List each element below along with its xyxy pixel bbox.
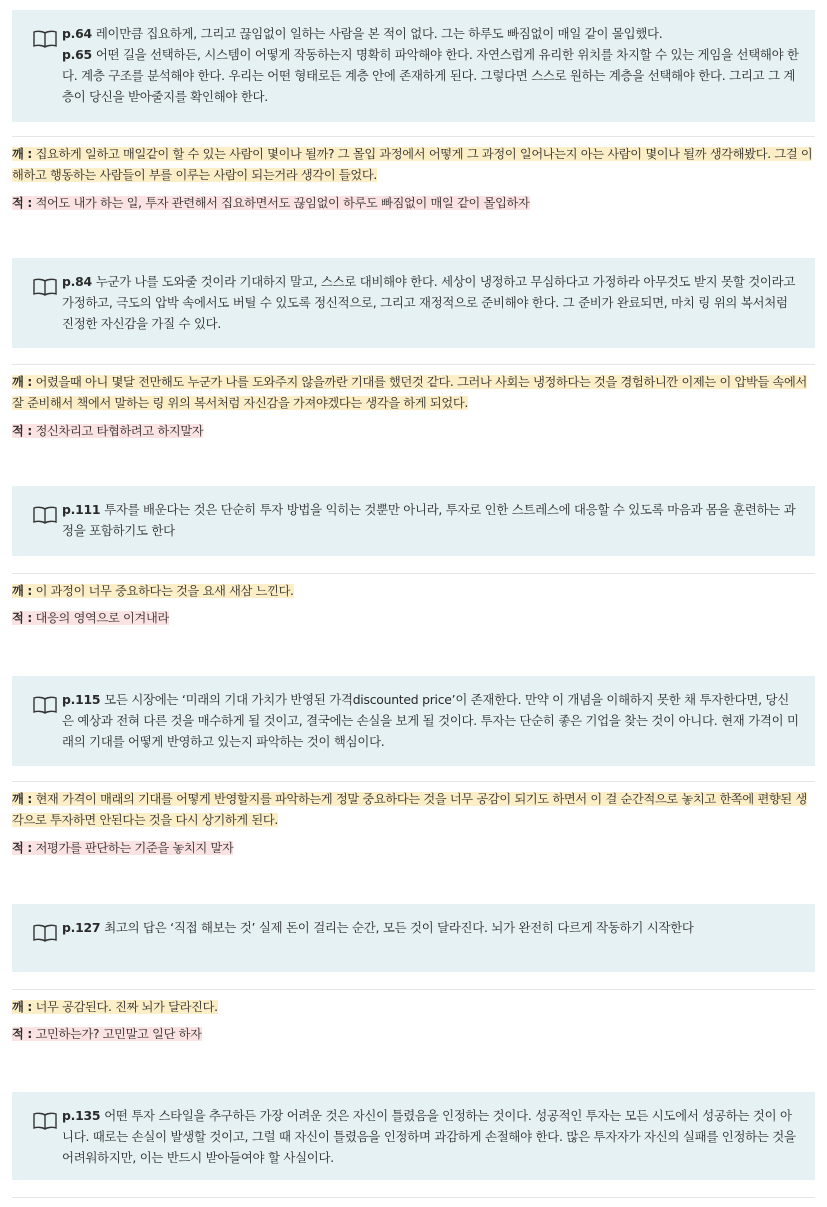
quote-text: 모든 시장에는 ‘미래의 기대 가치가 반영된 가격discounted price’이 존재한다. 만약 이 개념을 이해하지 못한 채 투자한다면, 당신은 예상과 전혀 다른 것을 매수하게 될 것이고, 결국에는 손실을 보게 될 것이다. 투자는 단순히 좋은 기업을 찾는 것이 아니다. 현재 가격이 미래의 기대를 어떻게 반영하고 있는지 파악하는 것이 핵심이다. bbox=[62, 692, 799, 749]
divider bbox=[12, 781, 815, 782]
jeok-label: 적 : bbox=[12, 424, 32, 438]
kkae-text: 집요하게 일하고 매일같이 할 수 있는 사람이 몇이나 될까? 그 몰입 과정에서 어떻게 그 과정이 일어나는지 아는 사람이 몇이나 될까 생각해봤다. 그걸 이해하고 행동하는 사람들이 부를 이루는 사람이 되는거라 생각이 들었다. bbox=[12, 147, 813, 182]
open-book-icon bbox=[32, 278, 58, 296]
jeok-note bbox=[12, 608, 818, 629]
quote-line bbox=[62, 917, 799, 938]
quote-block bbox=[12, 486, 815, 556]
quote-line bbox=[62, 23, 799, 44]
jeok-text: 적어도 내가 하는 일, 투자 관련해서 집요하면서도 끊임없이 하루도 빠짐없이 매일 같이 몰입하자 bbox=[35, 196, 530, 210]
page-number: p.65 bbox=[62, 47, 92, 62]
kkae-label: 깨 : bbox=[12, 1000, 32, 1014]
divider bbox=[12, 1197, 815, 1198]
open-book-icon bbox=[32, 506, 58, 524]
kkae-label: 깨 : bbox=[12, 792, 32, 806]
kkae-note bbox=[12, 144, 818, 186]
kkae-text: 어렸을때 아니 몇달 전만해도 누군가 나를 도와주지 않을까란 기대를 했던것 같다. 그러나 사회는 냉정하다는 것을 경험하니깐 이제는 이 압박들 속에서 잘 준비해서 책에서 말하는 링 위의 복서처럼 자신감을 가져야겠다는 생각을 하게 되었다. bbox=[12, 375, 807, 410]
kkae-label: 깨 : bbox=[12, 375, 32, 389]
jeok-note bbox=[12, 838, 818, 859]
jeok-note bbox=[12, 193, 818, 214]
jeok-label: 적 : bbox=[12, 1027, 32, 1041]
kkae-note bbox=[12, 581, 818, 602]
quote-text: 레이만큼 집요하게, 그리고 끊임없이 일하는 사람을 본 적이 없다. 그는 하루도 빠짐없이 매일 같이 몰입했다. bbox=[95, 26, 663, 41]
quote-block bbox=[12, 904, 815, 972]
kkae-note bbox=[12, 372, 818, 414]
jeok-label: 적 : bbox=[12, 196, 32, 210]
jeok-text: 대응의 영역으로 이겨내라 bbox=[35, 611, 169, 625]
quote-line bbox=[62, 499, 799, 541]
kkae-label: 깨 : bbox=[12, 584, 32, 598]
quote-text: 누군가 나를 도와줄 것이라 기대하지 말고, 스스로 대비해야 한다. 세상이 냉정하고 무심하다고 가정하라 아무것도 받지 못할 것이라고 가정하고, 극도의 압박 속에서도 버틸 수 있도록 정신적으로, 그리고 재정적으로 준비해야 한다. 그 준비가 완료되면, 마치 링 위의 복서처럼 진정한 자신감을 가질 수 있다. bbox=[62, 274, 796, 331]
quote-line bbox=[62, 44, 799, 107]
open-book-icon bbox=[32, 924, 58, 942]
divider bbox=[12, 989, 815, 990]
divider bbox=[12, 136, 815, 137]
jeok-text: 고민하는가? 고민말고 일단 하자 bbox=[35, 1027, 202, 1041]
open-book-icon bbox=[32, 1112, 58, 1130]
kkae-note bbox=[12, 789, 818, 831]
quote-text: 어떤 투자 스타일을 추구하든 가장 어려운 것은 자신이 틀렸음을 인정하는 것이다. 성공적인 투자는 모든 시도에서 성공하는 것이 아니다. 때로는 손실이 발생할 것이고, 그럴 때 자신이 틀렸음을 인정하며 과감하게 손절해야 한다. 많은 투자자가 자신의 실패를 인정하는 것을 어려워하지만, 이는 반드시 받아들여야 할 사실이다. bbox=[62, 1108, 796, 1165]
jeok-note bbox=[12, 421, 818, 442]
page-number: p.115 bbox=[62, 692, 101, 707]
page-number: p.64 bbox=[62, 26, 92, 41]
divider bbox=[12, 573, 815, 574]
divider bbox=[12, 364, 815, 365]
quote-line bbox=[62, 271, 799, 334]
jeok-label: 적 : bbox=[12, 841, 32, 855]
page-number: p.135 bbox=[62, 1108, 101, 1123]
jeok-label: 적 : bbox=[12, 611, 32, 625]
quote-block bbox=[12, 1092, 815, 1180]
open-book-icon bbox=[32, 30, 58, 48]
kkae-text: 이 과정이 너무 중요하다는 것을 요새 새삼 느낀다. bbox=[35, 584, 294, 598]
open-book-icon bbox=[32, 696, 58, 714]
kkae-note bbox=[12, 997, 818, 1018]
quote-line bbox=[62, 1105, 799, 1168]
jeok-text: 저평가를 판단하는 기준을 놓치지 말자 bbox=[35, 841, 234, 855]
quote-text: 투자를 배운다는 것은 단순히 투자 방법을 익히는 것뿐만 아니라, 투자로 인한 스트레스에 대응할 수 있도록 마음과 몸을 훈련하는 과정을 포함하기도 한다 bbox=[62, 502, 796, 538]
jeok-text: 정신차리고 타협하려고 하지말자 bbox=[35, 424, 204, 438]
kkae-text: 너무 공감된다. 진짜 뇌가 달라진다. bbox=[35, 1000, 218, 1014]
quote-block bbox=[12, 258, 815, 348]
quote-text: 최고의 답은 ‘직접 해보는 것’ 실제 돈이 걸리는 순간, 모든 것이 달라진다. 뇌가 완전히 다르게 작동하기 시작한다 bbox=[104, 920, 694, 935]
jeok-note bbox=[12, 1024, 818, 1045]
kkae-label: 깨 : bbox=[12, 147, 32, 161]
page-number: p.84 bbox=[62, 274, 92, 289]
page-number: p.127 bbox=[62, 920, 101, 935]
quote-text: 어떤 길을 선택하든, 시스템이 어떻게 작동하는지 명확히 파악해야 한다. 자연스럽게 유리한 위치를 차지할 수 있는 게임을 선택해야 한다. 계층 구조를 분석해야 한다. 우리는 어떤 형태로든 계층 안에 존재하게 된다. 그렇다면 스스로 원하는 계층을 선택해야 한다. 그리고 그 계층이 당신을 받아줄지를 확인해야 한다. bbox=[62, 47, 799, 104]
page-number: p.111 bbox=[62, 502, 101, 517]
quote-block bbox=[12, 10, 815, 122]
quote-line bbox=[62, 689, 799, 752]
kkae-text: 현재 가격이 매래의 기대를 어떻게 반영할지를 파악하는게 정말 중요하다는 것을 너무 공감이 되기도 하면서 이 걸 순간적으로 놓치고 한쪽에 편향된 생각으로 투자하면 안된다는 것을 다시 상기하게 된다. bbox=[12, 792, 807, 827]
quote-block bbox=[12, 676, 815, 766]
